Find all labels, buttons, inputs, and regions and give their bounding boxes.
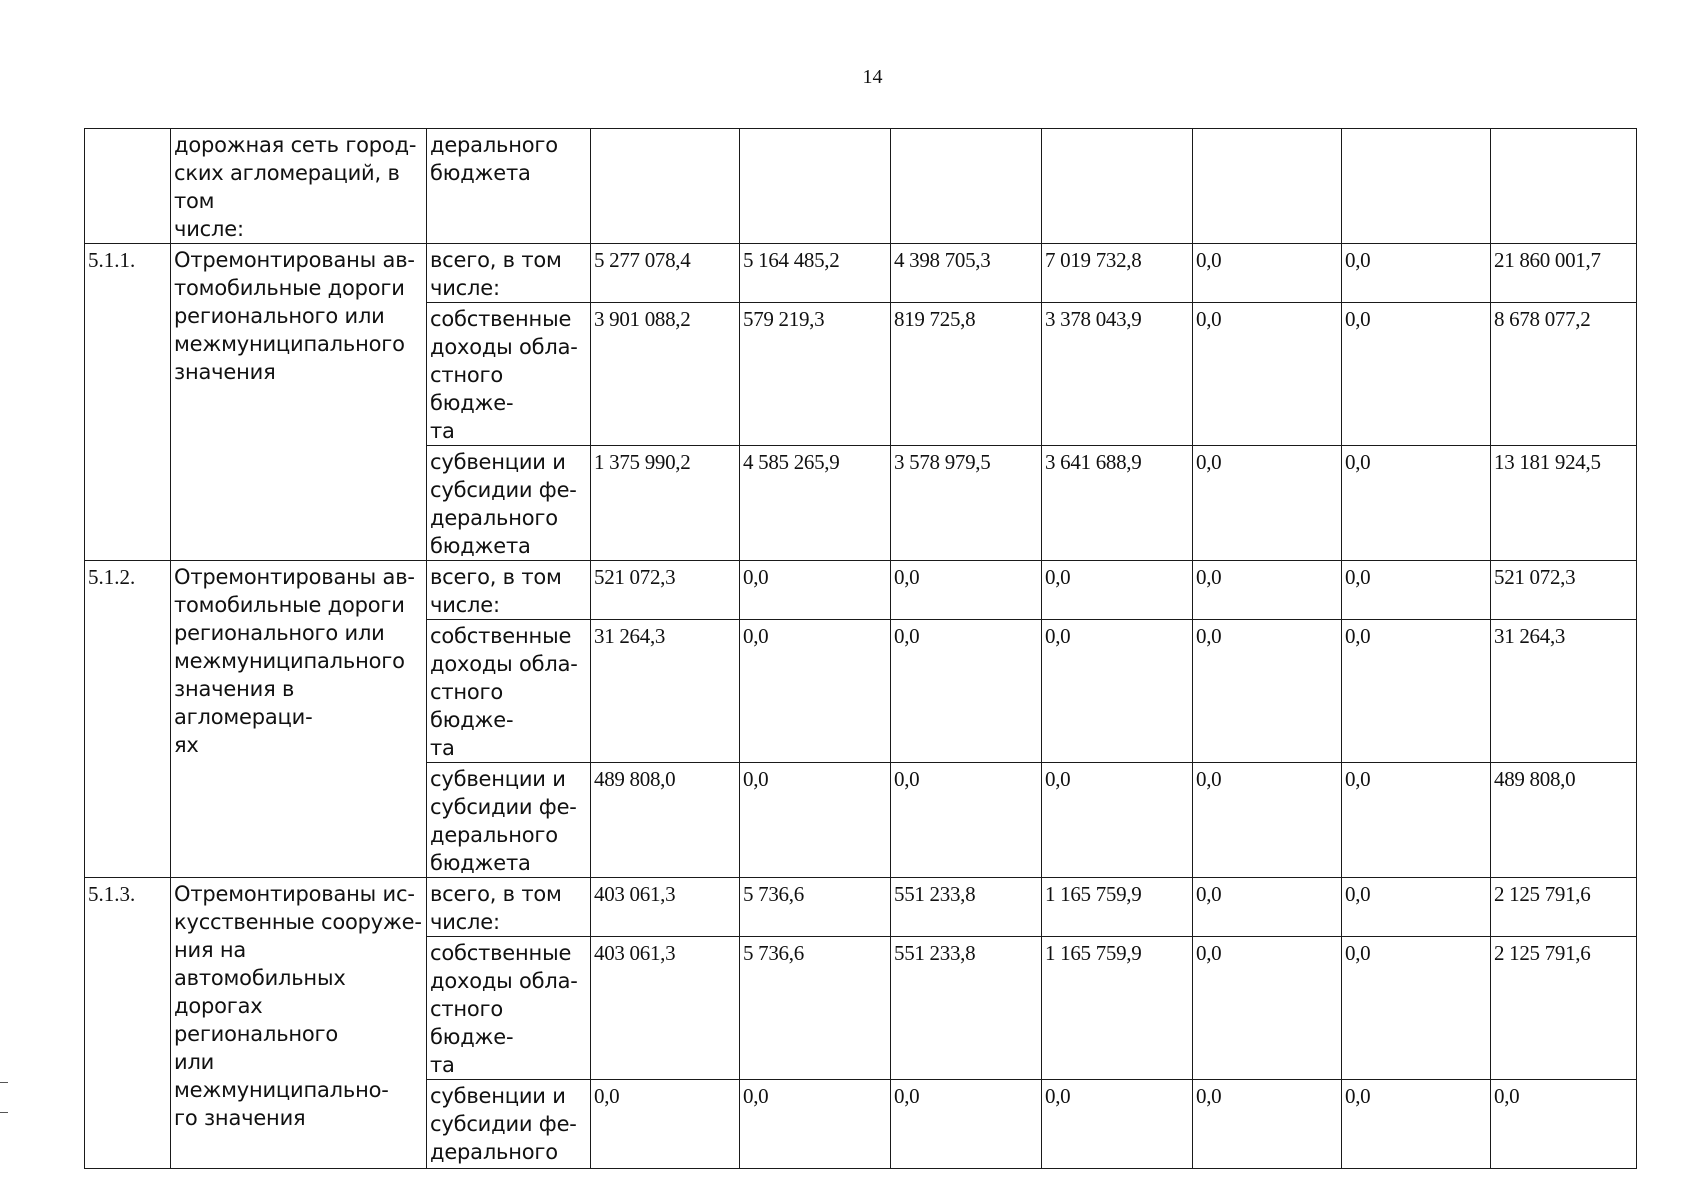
cell-year-value: 819 725,8 <box>891 303 1042 446</box>
cell-total-value: 13 181 924,5 <box>1491 446 1637 561</box>
funding-source-text: субвенции и субсидии фе- дерального бюджета <box>430 450 577 558</box>
cell-year-value: 551 233,8 <box>891 878 1042 937</box>
page-number-text: 14 <box>862 66 883 88</box>
funding-source-text: всего, в том числе: <box>430 248 562 300</box>
budget-table <box>84 128 1637 1169</box>
item-name-text: Отремонтированы ав- томобильные дороги регионального или межмуниципального значения в агломераци- ях <box>174 565 415 757</box>
cell-year-value: 0,0 <box>1193 244 1342 303</box>
cell-year-value: 403 061,3 <box>591 937 740 1080</box>
cell-item-name <box>171 561 427 878</box>
cell-year-value: 521 072,3 <box>591 561 740 620</box>
funding-source-text: субвенции и субсидии фе- дерального бюджета <box>430 767 577 875</box>
item-name-text: Отремонтированы ав- томобильные дороги регионального или межмуниципального значения <box>174 248 415 384</box>
cell-year-value: 0,0 <box>740 620 891 763</box>
funding-source-text: субвенции и субсидии фе- дерального <box>430 1084 577 1164</box>
margin-tick-mark <box>0 1112 8 1113</box>
funding-source-text: дерального бюджета <box>430 133 558 185</box>
cell-value-empty <box>1193 129 1342 244</box>
table-row <box>85 878 1637 937</box>
cell-total-value: 521 072,3 <box>1491 561 1637 620</box>
cell-year-value: 0,0 <box>1193 1080 1342 1169</box>
cell-year-value: 0,0 <box>1342 937 1491 1080</box>
cell-year-value: 0,0 <box>591 1080 740 1169</box>
cell-year-value: 0,0 <box>1193 937 1342 1080</box>
cell-value-empty <box>1042 129 1193 244</box>
cell-year-value: 4 398 705,3 <box>891 244 1042 303</box>
cell-funding-source <box>427 446 591 561</box>
cell-year-value: 0,0 <box>1042 620 1193 763</box>
cell-item-code: 5.1.3. <box>85 878 171 1169</box>
cell-value-empty <box>740 129 891 244</box>
cell-value-empty <box>1342 129 1491 244</box>
cell-year-value: 0,0 <box>1193 878 1342 937</box>
cell-year-value: 3 641 688,9 <box>1042 446 1193 561</box>
cell-value-empty <box>891 129 1042 244</box>
cell-total-value: 31 264,3 <box>1491 620 1637 763</box>
cell-total-value: 489 808,0 <box>1491 763 1637 878</box>
cell-year-value: 0,0 <box>1042 561 1193 620</box>
cell-year-value: 7 019 732,8 <box>1042 244 1193 303</box>
cell-funding-source <box>427 763 591 878</box>
funding-source-text: собственные доходы обла- стного бюдже- та <box>430 624 578 760</box>
cell-funding-source <box>427 937 591 1080</box>
cell-year-value: 403 061,3 <box>591 878 740 937</box>
funding-source-text: собственные доходы обла- стного бюдже- та <box>430 307 578 443</box>
cell-year-value: 1 165 759,9 <box>1042 878 1193 937</box>
cell-year-value: 489 808,0 <box>591 763 740 878</box>
cell-year-value: 5 736,6 <box>740 878 891 937</box>
cell-year-value: 0,0 <box>1193 763 1342 878</box>
cell-year-value: 3 378 043,9 <box>1042 303 1193 446</box>
cell-value-empty <box>591 129 740 244</box>
cell-year-value: 0,0 <box>1342 244 1491 303</box>
cell-funding-source <box>427 620 591 763</box>
cell-year-value: 0,0 <box>1193 561 1342 620</box>
cell-funding-source <box>427 303 591 446</box>
funding-source-text: собственные доходы обла- стного бюдже- та <box>430 941 578 1077</box>
cell-item-name <box>171 129 427 244</box>
cell-year-value: 579 219,3 <box>740 303 891 446</box>
cell-total-value: 2 125 791,6 <box>1491 937 1637 1080</box>
cell-year-value: 0,0 <box>891 620 1042 763</box>
margin-tick-mark <box>0 1082 8 1083</box>
cell-item-code: 5.1.2. <box>85 561 171 878</box>
cell-funding-source <box>427 561 591 620</box>
cell-year-value: 4 585 265,9 <box>740 446 891 561</box>
page-number <box>0 66 1697 89</box>
cell-year-value: 0,0 <box>1193 446 1342 561</box>
cell-item-name <box>171 244 427 561</box>
cell-year-value: 0,0 <box>891 763 1042 878</box>
item-name-text: дорожная сеть город- ских агломераций, в том числе: <box>174 133 417 241</box>
cell-total-value: 0,0 <box>1491 1080 1637 1169</box>
cell-year-value: 551 233,8 <box>891 937 1042 1080</box>
cell-funding-source <box>427 129 591 244</box>
cell-code-empty <box>85 129 171 244</box>
cell-year-value: 5 164 485,2 <box>740 244 891 303</box>
cell-year-value: 0,0 <box>1342 561 1491 620</box>
cell-year-value: 0,0 <box>1193 620 1342 763</box>
cell-year-value: 0,0 <box>740 1080 891 1169</box>
cell-total-value: 8 678 077,2 <box>1491 303 1637 446</box>
cell-total-value: 21 860 001,7 <box>1491 244 1637 303</box>
cell-year-value: 0,0 <box>740 561 891 620</box>
cell-funding-source <box>427 244 591 303</box>
table-row <box>85 561 1637 620</box>
cell-year-value: 0,0 <box>1342 620 1491 763</box>
cell-total-value: 2 125 791,6 <box>1491 878 1637 937</box>
table-row <box>85 244 1637 303</box>
funding-source-text: всего, в том числе: <box>430 882 562 934</box>
cell-year-value: 5 736,6 <box>740 937 891 1080</box>
cell-year-value: 0,0 <box>1342 303 1491 446</box>
cell-item-code: 5.1.1. <box>85 244 171 561</box>
cell-year-value: 0,0 <box>1042 763 1193 878</box>
cell-year-value: 0,0 <box>1342 446 1491 561</box>
cell-year-value: 0,0 <box>1042 1080 1193 1169</box>
cell-funding-source <box>427 878 591 937</box>
cell-year-value: 0,0 <box>1193 303 1342 446</box>
table-row-continuation <box>85 129 1637 244</box>
funding-source-text: всего, в том числе: <box>430 565 562 617</box>
item-name-text: Отремонтированы ис- кусственные сооруже- ния на автомобильных дорогах регионального или межмуниципально- го значения <box>174 882 422 1130</box>
cell-funding-source <box>427 1080 591 1169</box>
cell-year-value: 0,0 <box>1342 878 1491 937</box>
cell-year-value: 5 277 078,4 <box>591 244 740 303</box>
cell-year-value: 0,0 <box>740 763 891 878</box>
cell-year-value: 0,0 <box>1342 1080 1491 1169</box>
cell-year-value: 31 264,3 <box>591 620 740 763</box>
cell-value-empty <box>1491 129 1637 244</box>
cell-year-value: 0,0 <box>891 1080 1042 1169</box>
cell-year-value: 3 578 979,5 <box>891 446 1042 561</box>
cell-year-value: 0,0 <box>891 561 1042 620</box>
cell-year-value: 0,0 <box>1342 763 1491 878</box>
cell-item-name <box>171 878 427 1169</box>
cell-year-value: 1 165 759,9 <box>1042 937 1193 1080</box>
cell-year-value: 1 375 990,2 <box>591 446 740 561</box>
cell-year-value: 3 901 088,2 <box>591 303 740 446</box>
